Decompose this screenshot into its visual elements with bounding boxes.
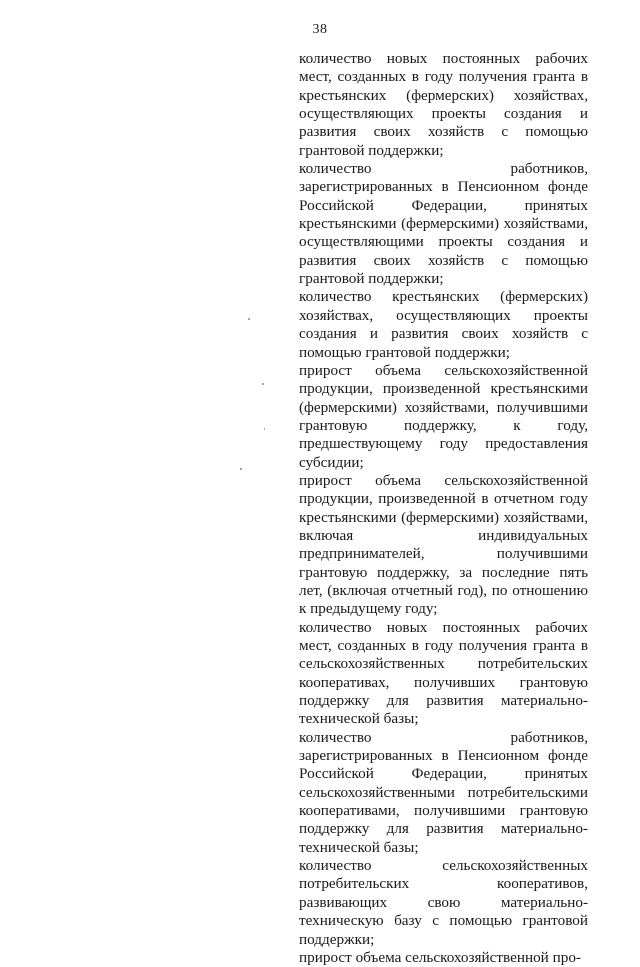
paragraph-3: количество крестьянских (фермерских) хозяйствах, осуществляющих проекты создания и развития своих хозяйств с помощью грантовой поддержки;	[299, 288, 588, 361]
paragraph-5: прирост объема сельскохозяйственной продукции, произведенной в отчетном году крестьянскими (фермерскими) хозяйствами, включая индивидуальных предпринимателей, получившими грантовую поддержку, за последние пять лет, (включая отчетный год), по отношению к предыдущему году;	[299, 471, 588, 618]
paragraph-2: количество работников, зарегистрированных в Пенсионном фонде Российской Федерации, принятых крестьянскими (фермерскими) хозяйствами, осуществляющими проекты создания и развития своих хозяйств с помощью грантовой поддержки;	[299, 160, 588, 288]
paragraph-9: прирост объема сельскохозяйственной про-	[299, 948, 581, 966]
scan-speck	[248, 318, 250, 320]
paragraph-1: количество новых постоянных рабочих мест, созданных в году получения гранта в крестьянских (фермерских) хозяйствах, осуществляющих проекты создания и развития своих хозяйств с помощью грантовой поддержки;	[299, 50, 588, 159]
paragraph-8: количество сельскохозяйственных потребительских кооперативов, развивающих свою материально-техническую базу с помощью грантовой поддержки;	[299, 857, 588, 948]
scan-speck	[262, 383, 264, 385]
scan-speck	[264, 428, 265, 430]
body-text-column	[299, 50, 588, 967]
paragraph-7: количество работников, зарегистрированных в Пенсионном фонде Российской Федерации, принятых сельскохозяйственными потребительскими кооперативами, получившими грантовую поддержку для развития материально-технической базы;	[299, 728, 588, 856]
page-number: 38	[312, 22, 328, 37]
paragraph-4: прирост объема сельскохозяйственной продукции, произведенной крестьянскими (фермерскими) хозяйствами, получившими грантовую поддержку, к году, предшествующему году предоставления субсидии;	[299, 361, 588, 471]
paragraph-6: количество новых постоянных рабочих мест, созданных в году получения гранта в сельскохозяйственных потребительских кооперативах, получивших грантовую поддержку для развития материально-технической базы;	[299, 618, 588, 728]
scan-speck	[240, 468, 242, 470]
